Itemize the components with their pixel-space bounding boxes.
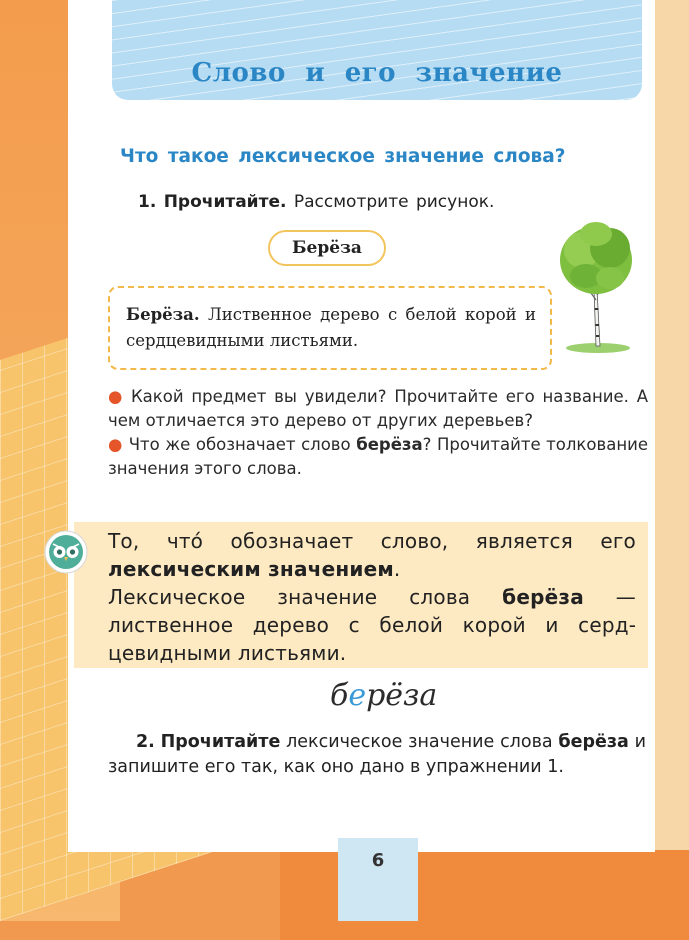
background-right-strip (655, 0, 689, 921)
question-bullets (108, 385, 648, 481)
definition-text: Лиственное дерево с белой корой и сердцевидными листьями. (126, 305, 536, 350)
exercise-1-number: 1. (138, 192, 157, 212)
exercise-2-number: 2. (136, 732, 155, 752)
rule-bold-word: берёза (502, 585, 584, 609)
rule-paragraph-2 (108, 583, 636, 667)
cursive-letter: б (330, 678, 349, 713)
definition-box (108, 286, 552, 370)
exercise-2-instruction (108, 730, 646, 780)
word-card: Берёза (268, 230, 386, 266)
bullet-bold-word: берёза (356, 435, 423, 454)
rule-text-part: Лексическое значение слова (108, 585, 503, 609)
cursive-highlighted-letter: е (348, 678, 367, 713)
exercise-1-command: Прочитайте. (163, 192, 287, 212)
rule-bold-term: лексическим значением (108, 557, 394, 581)
rule-paragraph-1 (108, 527, 636, 583)
exercise-1-instruction (138, 192, 494, 212)
owl-icon (44, 530, 88, 574)
bullet-text: Что же обозначает слово (128, 435, 357, 454)
rule-text-part: . (393, 557, 401, 581)
birch-tree-illustration (556, 220, 636, 354)
bullet-dot-icon: ● (108, 435, 123, 454)
bullet-question-2 (108, 433, 648, 481)
bullet-text: Какой предмет вы увидели? Прочитайте его название. А чем отличается это дерево от других деревьев? (108, 387, 648, 430)
rule-text-part: То, что́ обозначает слово, является его (108, 529, 636, 553)
rule-text (108, 527, 636, 667)
page-title: Слово и его значение (191, 58, 563, 88)
cursive-letters: рёза (366, 678, 438, 713)
bullet-question-1 (108, 385, 648, 433)
page-number: 6 (338, 838, 418, 921)
cursive-word (330, 678, 470, 718)
exercise-2-text: лексическое значение слова (280, 732, 559, 752)
exercise-2-text: и запишите его так, как оно дано в упражнении 1. (108, 732, 647, 777)
bullet-dot-icon: ● (108, 387, 125, 406)
section-question: Что такое лексическое значение слова? (120, 146, 566, 167)
exercise-1-text: Рассмотрите рисунок. (293, 192, 495, 212)
bullet-text: ? Прочитайте толкование значения этого слова. (108, 435, 648, 478)
exercise-2-bold-word: берёза (558, 732, 629, 752)
exercise-2-command: Прочитайте (160, 732, 281, 752)
rule-text-part: — лиственное дерево с белой корой и сердцевидными листьями. (108, 585, 636, 665)
definition-term: Берёза. (126, 305, 200, 324)
